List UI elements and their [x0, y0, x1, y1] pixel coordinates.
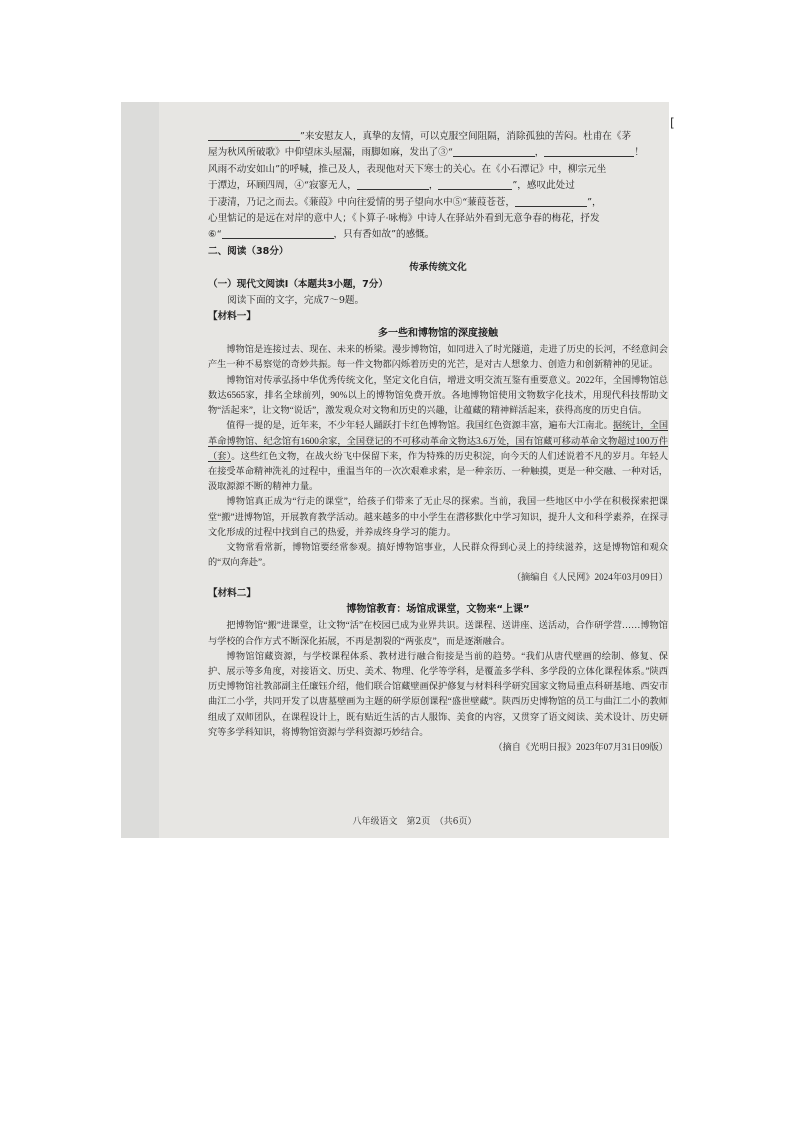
- poem-line-1: ”来安慰友人，真挚的友情，可以克服空间阻隔，消除孤独的苦闷。杜甫在《茅: [208, 129, 668, 145]
- poem-line-7: ⑥“ ，只有香如故”的感慨。: [208, 229, 435, 241]
- poem-line-4: 于潭边，环顾四周，④“寂寥无人， ， ”，感叹此处过: [208, 180, 575, 192]
- material1-title: 多一些和博物馆的深度接触: [378, 327, 498, 339]
- page-edge-mark: [: [670, 116, 675, 130]
- exam-paper: [159, 102, 669, 838]
- answer-blank[interactable]: [438, 178, 512, 190]
- material2-paragraph: 博物馆馆藏资源，与学校课程体系、教材进行融合衔接是当前的趋势。“我们从唐代壁画的绘制、修复、保护、展示等多角度，对接语文、历史、美术、物理、化学等学科，是覆盖多学科、多学段的立体化课程体系。”陕西历史博物馆社教部副主任廉钰介绍，他们联合馆藏壁画保护修复与材料科学研究国家文物局重点科研基地、西安市曲江二小学，共同开发了以唐墓壁画为主题的研学原创课程“盛世壁藏”。陕西历史博物馆的员工与曲江二小的教师组成了双师团队，在课程设计上，既有贴近生活的古人服饰、美食的内容，又贯穿了语文阅读、美术设计、历史研究等多学科知识，将博物馆资源与学科资源巧妙结合。: [208, 650, 668, 737]
- page-content: [208, 129, 668, 755]
- answer-blank[interactable]: [453, 145, 535, 157]
- page-footer: 八年级语文 第2页 （共6页）: [352, 817, 477, 827]
- material1-paragraph: 博物馆是连接过去、现在、未来的桥梁。漫步博物馆，如同进入了时光隧道，走进了历史的长河，不经意间会产生一种不易察觉的奇妙共振。每一件文物都闪烁着历史的光芒，是对古人想象力、创造力和创新精神的见证。: [208, 344, 668, 370]
- answer-blank[interactable]: [515, 195, 587, 207]
- theme-title: 传承传统文化: [409, 262, 467, 274]
- material2-label: 【材料二】: [208, 587, 256, 599]
- material2-source: （摘自《光明日报》2023年07月31日09版）: [493, 741, 668, 752]
- underlined-sentence: 据统计，全国革命博物馆、纪念馆有1600余家，全国登记的不可移动革命文物达3.6万处，国有馆藏可移动革命文物超过100万件（套）: [208, 420, 669, 461]
- answer-blank[interactable]: [222, 227, 334, 239]
- poem-line-5: 于凄清，乃记之而去。《蒹葭》中向往爱情的男子望向水中⑤“蒹葭苍苍， ”，: [208, 196, 602, 208]
- answer-blank[interactable]: [357, 178, 429, 190]
- material2-paragraph: 把博物馆“搬”进课堂，让文物“活”在校园已成为业界共识。送课程、送讲座、送活动，合作研学营……博物馆与学校的合作方式不断深化拓展，不再是割裂的“两张皮”，而是逐渐融合。: [208, 620, 668, 646]
- photo-background: [121, 102, 669, 838]
- answer-blank[interactable]: [208, 129, 300, 141]
- poem-line-6: 心里惦记的是远在对岸的意中人；《卜算子·咏梅》中诗人在驿站外看到无意争春的梅花，抒发: [208, 213, 600, 225]
- answer-blank[interactable]: [544, 145, 634, 157]
- material1-paragraph: 博物馆对传承弘扬中华优秀传统文化，坚定文化自信，增进文明交流互鉴有重要意义。2022年，全国博物馆总数达6565家，排名全球前列，90%以上的博物馆免费开放。各地博物馆使用文物数字化技术，用现代科技帮助文物“活起来”，让文物“说话”，激发观众对文物和历史的兴趣，让蕴藏的精神鲜活起来，获得高度的历史自信。: [208, 374, 668, 416]
- material1-source: （摘编自《人民网》2024年03月09日）: [511, 572, 668, 583]
- poem-line-3: 风雨不动安如山”的呼喊，推己及人，表现他对天下寒士的关心。在《小石潭记》中，柳宗元坐: [208, 163, 607, 175]
- poem-line-2: 屋为秋风所破歌》中仰望床头屋漏，雨脚如麻，发出了③“ ， ！: [208, 147, 644, 159]
- material1-paragraph: 博物馆真正成为“行走的课堂”，给孩子们带来了无止尽的探索。当前，我国一些地区中小学在积极探索把课堂“搬”进博物馆，开展教育教学活动。越来越多的中小学生在潜移默化中学习知识，提升人文和科学素养，在探寻文化形成的过程中找到自己的热爱，并养成终身学习的能力。: [208, 496, 668, 537]
- material2-title: 博物馆教育：场馆成课堂，文物来“上课”: [346, 603, 530, 615]
- material1-paragraph: 文物常看常新，博物馆要经常参观。搞好博物馆事业，人民群众得到心灵上的持续滋养，这是博物馆和观众的“双向奔赴”。: [208, 541, 668, 568]
- section-heading: 二、阅读（38分）: [208, 245, 289, 257]
- material1-paragraph: 值得一提的是，近年来，不少年轻人踊跃打卡红色博物馆。我国红色资源丰富，遍布大江南北。据统计，全国革命博物馆、纪念馆有1600余家，全国登记的不可移动革命文物达3.6万处，国有馆藏可移动革命文物超过100万件（套）。这些红色文物，在战火纷飞中保留下来，作为特殊的历史积淀，向今天的人们述说着不凡的岁月。年轻人在接受革命精神洗礼的过程中，重温当年的一次次艰难求索，是一种亲历、一种触摸，更是一种交融、一种对话，汲取源源不断的精神力量。: [208, 420, 669, 492]
- instruction-text: 阅读下面的文字，完成7～9题。: [227, 295, 365, 307]
- material1-label: 【材料一】: [208, 311, 256, 323]
- part-heading: （一）现代文阅读Ⅰ（本题共3小题，7分）: [208, 278, 389, 290]
